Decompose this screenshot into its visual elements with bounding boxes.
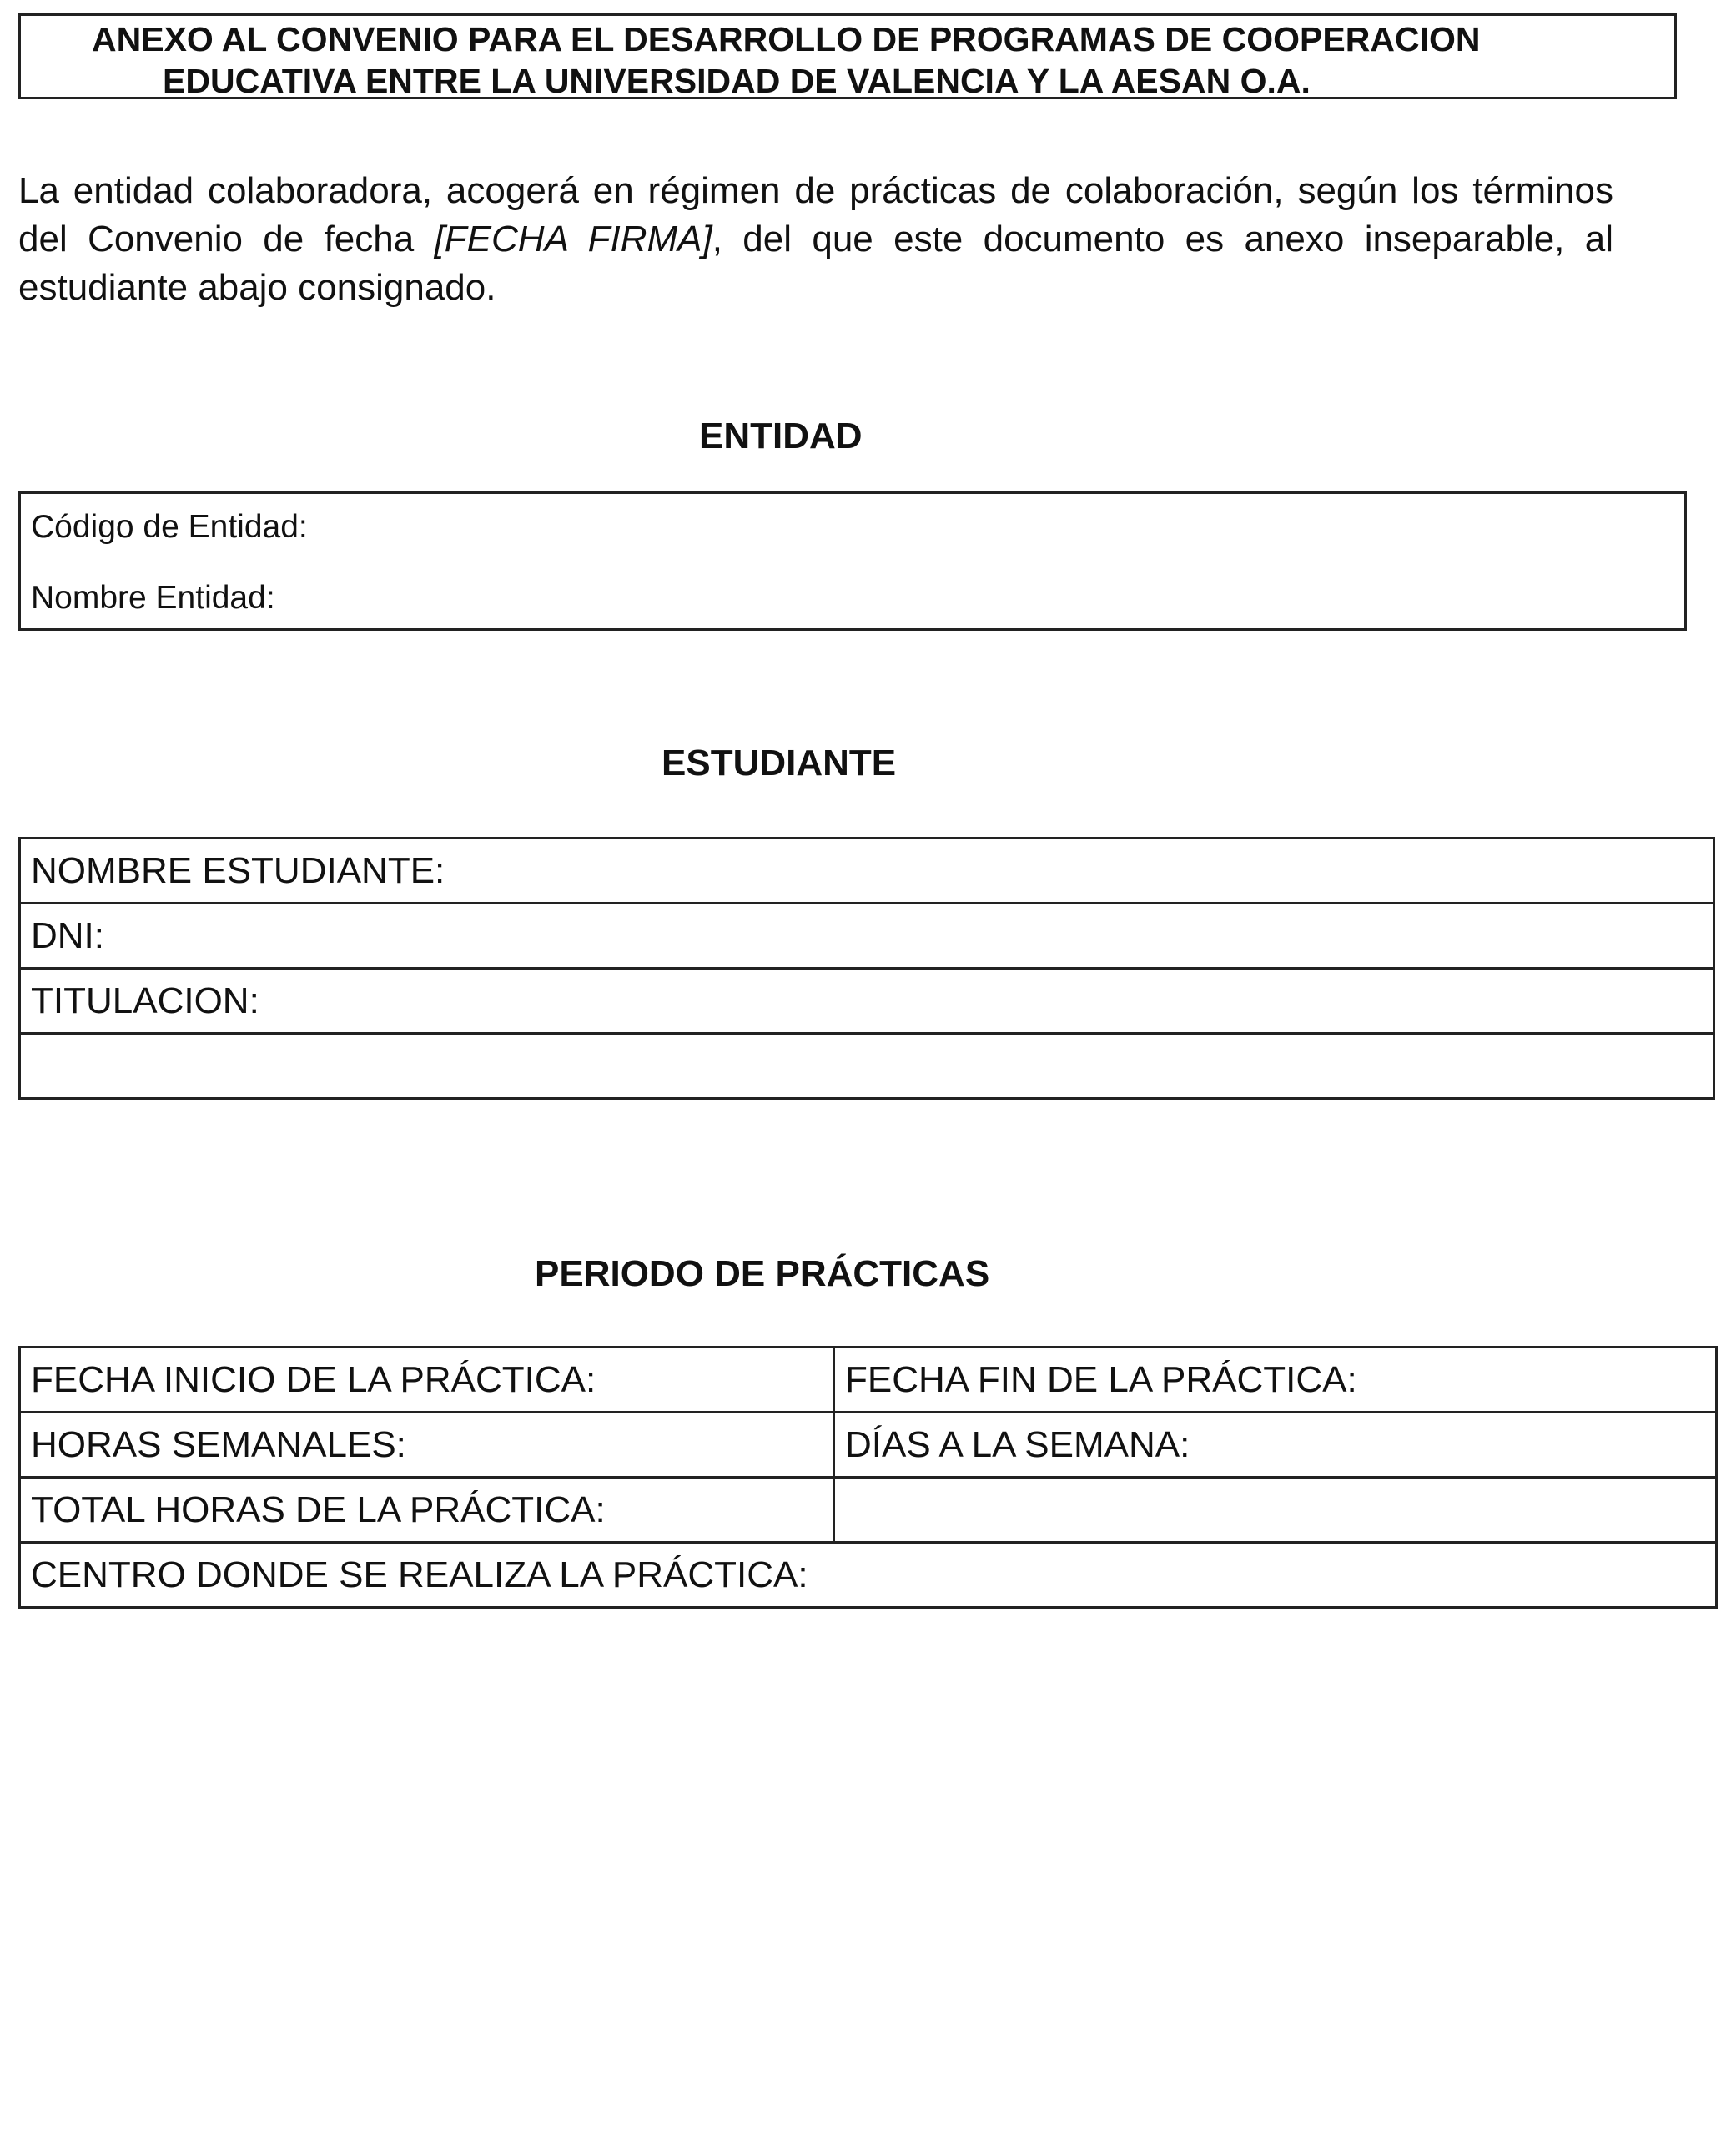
dni-field: DNI: (20, 904, 1714, 969)
total-horas-value (834, 1478, 1717, 1543)
table-row (20, 1034, 1714, 1099)
title-line-1: ANEXO AL CONVENIO PARA EL DESARROLLO DE PROGRAMAS DE COOPERACION (92, 20, 1481, 58)
table-row (20, 969, 1714, 1034)
horas-semanales-field: HORAS SEMANALES: (20, 1413, 834, 1478)
table-row (20, 904, 1714, 969)
dias-semana-field: DÍAS A LA SEMANA: (834, 1413, 1717, 1478)
intro-paragraph (18, 167, 1613, 312)
nombre-entidad-label: Nombre Entidad: (31, 580, 275, 616)
table-row (20, 1413, 1717, 1478)
empty-field (20, 1034, 1714, 1099)
nombre-estudiante-field: NOMBRE ESTUDIANTE: (20, 839, 1714, 904)
table-row (20, 1348, 1717, 1413)
title-box (18, 13, 1677, 99)
periodo-table (18, 1346, 1718, 1609)
titulacion-field: TITULACION: (20, 969, 1714, 1034)
fecha-inicio-field: FECHA INICIO DE LA PRÁCTICA: (20, 1348, 834, 1413)
table-row (20, 1543, 1717, 1608)
periodo-heading: PERIODO DE PRÁCTICAS (535, 1253, 990, 1294)
intro-text-before: La entidad colaboradora, acogerá en régimen de prácticas de colaboración, según los términos del Convenio de fecha (18, 170, 1613, 259)
entidad-box (18, 491, 1687, 631)
table-row (20, 1478, 1717, 1543)
estudiante-heading: ESTUDIANTE (662, 743, 897, 783)
centro-field: CENTRO DONDE SE REALIZA LA PRÁCTICA: (20, 1543, 1717, 1608)
table-row (20, 839, 1714, 904)
intro-text-after: , del que este documento es anexo inseparable, al estudiante abajo consignado. (18, 219, 1613, 308)
codigo-entidad-label: Código de Entidad: (31, 509, 308, 545)
fecha-firma-placeholder: [FECHA FIRMA] (434, 219, 712, 259)
entidad-heading: ENTIDAD (699, 416, 863, 456)
title-line-2: EDUCATIVA ENTRE LA UNIVERSIDAD DE VALENCIA Y LA AESAN O.A. (163, 62, 1311, 100)
total-horas-field: TOTAL HORAS DE LA PRÁCTICA: (20, 1478, 834, 1543)
estudiante-table (18, 837, 1715, 1100)
fecha-fin-field: FECHA FIN DE LA PRÁCTICA: (834, 1348, 1717, 1413)
